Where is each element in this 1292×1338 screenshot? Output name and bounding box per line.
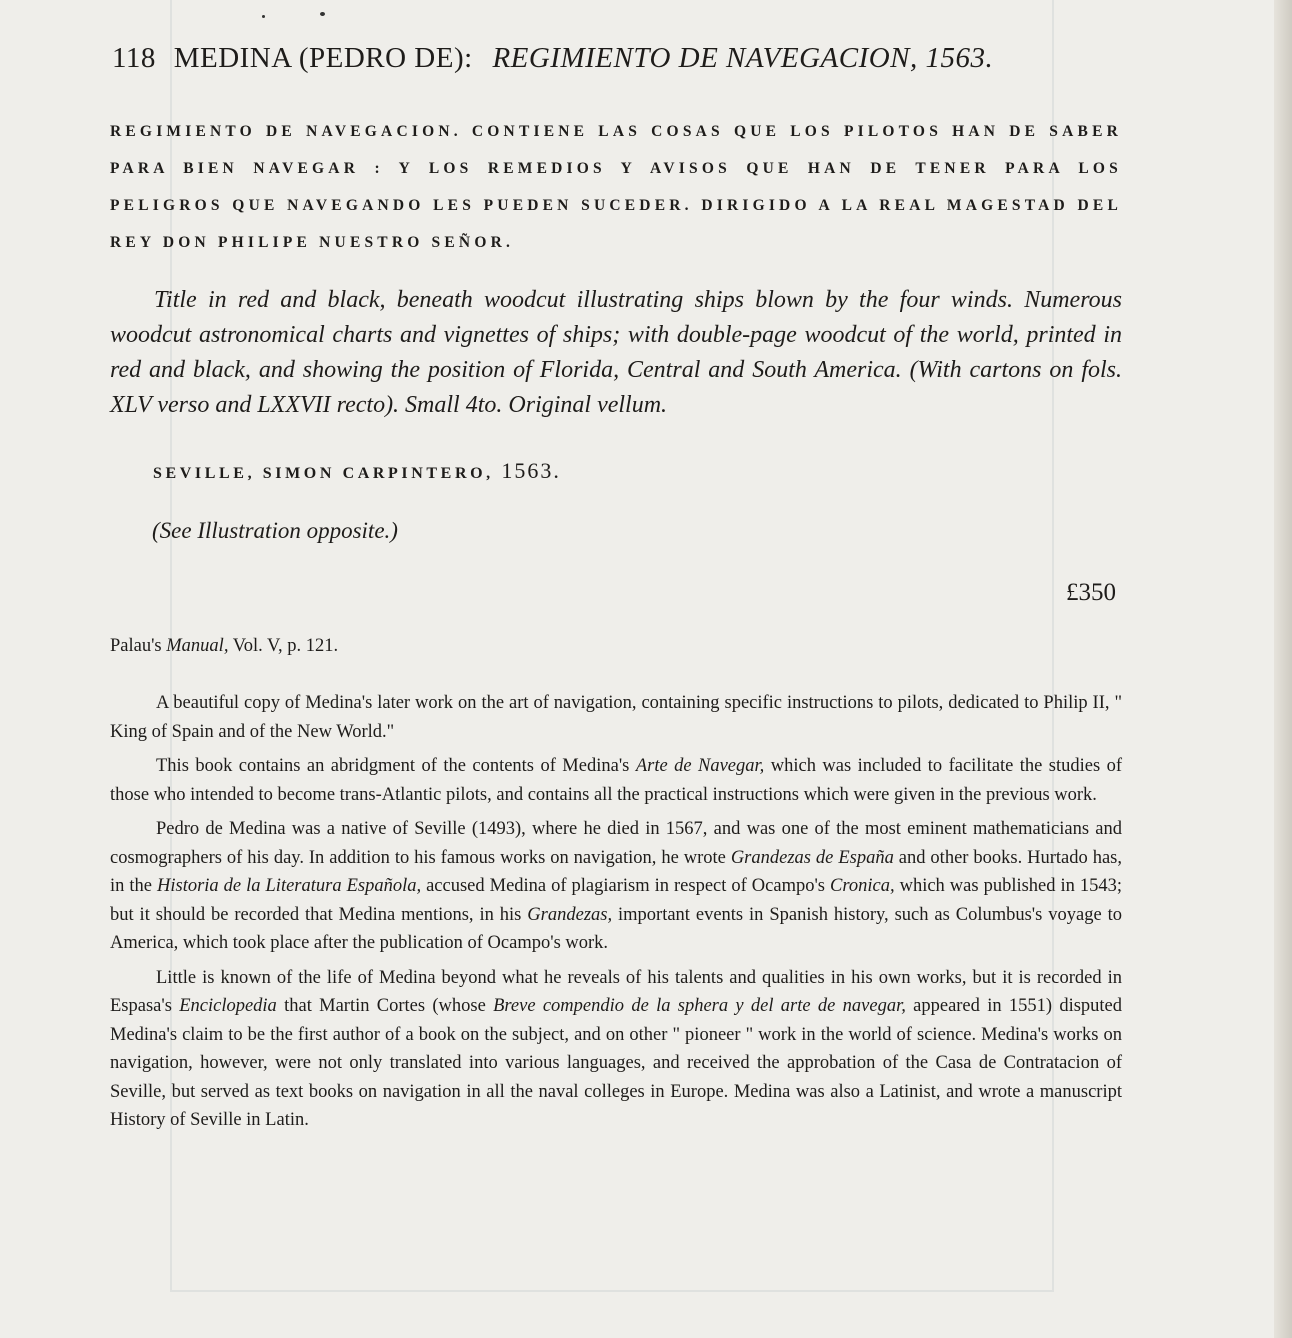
- book-title: Historia de la Literatura Española,: [157, 876, 422, 896]
- paragraph-text: that Martin Cortes (whose: [284, 996, 486, 1016]
- entry-author: MEDINA (PEDRO DE):: [173, 42, 473, 74]
- paragraph-3: [110, 815, 1122, 958]
- paragraph-text: which was published in 1543; but it should be recorded that Medina mentions, in his: [110, 876, 1123, 925]
- full-title-caps: REGIMIENTO DE NAVEGACION. CONTIENE LAS COSAS QUE LOS PILOTOS HAN DE SABER PARA BIEN NAVEGAR : Y LOS REMEDIOS Y AVISOS QUE HAN DE TENER PARA LOS PELIGROS QUE NAVEGANDO LES PUEDEN SUCEDER. DIRIGIDO A LA REAL MAGESTAD DEL REY DON PHILIPE NUESTRO SEÑOR.: [110, 123, 1122, 251]
- entry-title: REGIMIENTO DE NAVEGACION, 1563.: [492, 42, 994, 74]
- book-title: Grandezas de España: [730, 847, 894, 868]
- paragraph-text: important events in Spanish history, such as Columbus's voyage to America, which took place after the publication of Ocampo's work.: [110, 904, 1122, 953]
- paragraph-1: A beautiful copy of Medina's later work on the art of navigation, containing specific instructions to pilots, dedicated to Philip II, " King of Spain and of the New World.": [110, 693, 1122, 742]
- paragraph-text: appeared in 1551) disputed Medina's claim to be the first author of a book on the subject, and on other " pioneer " work in the world of science. Medina's works on navigation, however, were not only translated into various languages, and received the approbation of the Casa de Contratacion of Seville, but served as text books on navigation in all the naval colleges in Europe. Medina was also a Latinist, and wrote a manuscript History of Seville in Latin.: [110, 996, 1123, 1130]
- imprint: [153, 458, 561, 484]
- price: £350: [1066, 579, 1116, 606]
- paragraph-text: This book contains an abridgment of the contents of Medina's: [156, 756, 630, 776]
- imprint-place: SEVILLE, SIMON CARPINTERO,: [153, 465, 494, 482]
- paragraph-text: Pedro de Medina was a native of Seville (1493), where he died in 1567, and was one of the most eminent mathematicians and cosmographers of his day. In addition to his famous works on navigation, he wrote: [110, 819, 1122, 868]
- imprint-year: 1563.: [501, 458, 561, 483]
- reference-line: [110, 636, 338, 657]
- entry-heading: [112, 42, 993, 75]
- page-edge: [1274, 0, 1292, 1338]
- paragraph-4: [110, 964, 1122, 1135]
- book-title: Arte de Navegar,: [635, 756, 765, 776]
- reference-pre: Palau's: [110, 636, 162, 656]
- paragraph-text: Little is known of the life of Medina beyond what he reveals of his talents and qualities in his own works, but it is recorded in Espasa's: [110, 967, 1122, 1016]
- see-illustration-note: (See Illustration opposite.): [152, 518, 398, 543]
- ink-specks: [262, 12, 332, 22]
- entry-number: 118: [112, 42, 156, 74]
- reference-work: Manual,: [166, 636, 229, 656]
- paragraph-text: and other books. Hurtado has, in the: [110, 847, 1122, 896]
- bibliographic-description: Title in red and black, beneath woodcut illustrating ships blown by the four winds. Numerous woodcut astronomical charts and vignettes of ships; with double-page woodcut of the world, printed in red and black, and showing the position of Florida, Central and South America. (With cartons on fols. XLV verso and LXXVII recto). Small 4to. Original vellum.: [110, 287, 1122, 418]
- book-title: Breve compendio de la sphera y del arte de navegar,: [493, 996, 906, 1016]
- book-title: Enciclopedia: [179, 996, 277, 1016]
- paragraph-2: [110, 752, 1122, 809]
- reference-post: Vol. V, p. 121.: [232, 636, 339, 656]
- paragraph-text: accused Medina of plagiarism in respect of Ocampo's: [426, 876, 825, 896]
- notes-body: [110, 689, 1122, 1141]
- book-title: Cronica,: [830, 876, 895, 896]
- paragraph-text: which was included to facilitate the studies of those who intended to become trans-Atlantic pilots, and contains all the practical instructions which were given in the previous work.: [110, 756, 1123, 805]
- book-title: Grandezas,: [527, 904, 613, 925]
